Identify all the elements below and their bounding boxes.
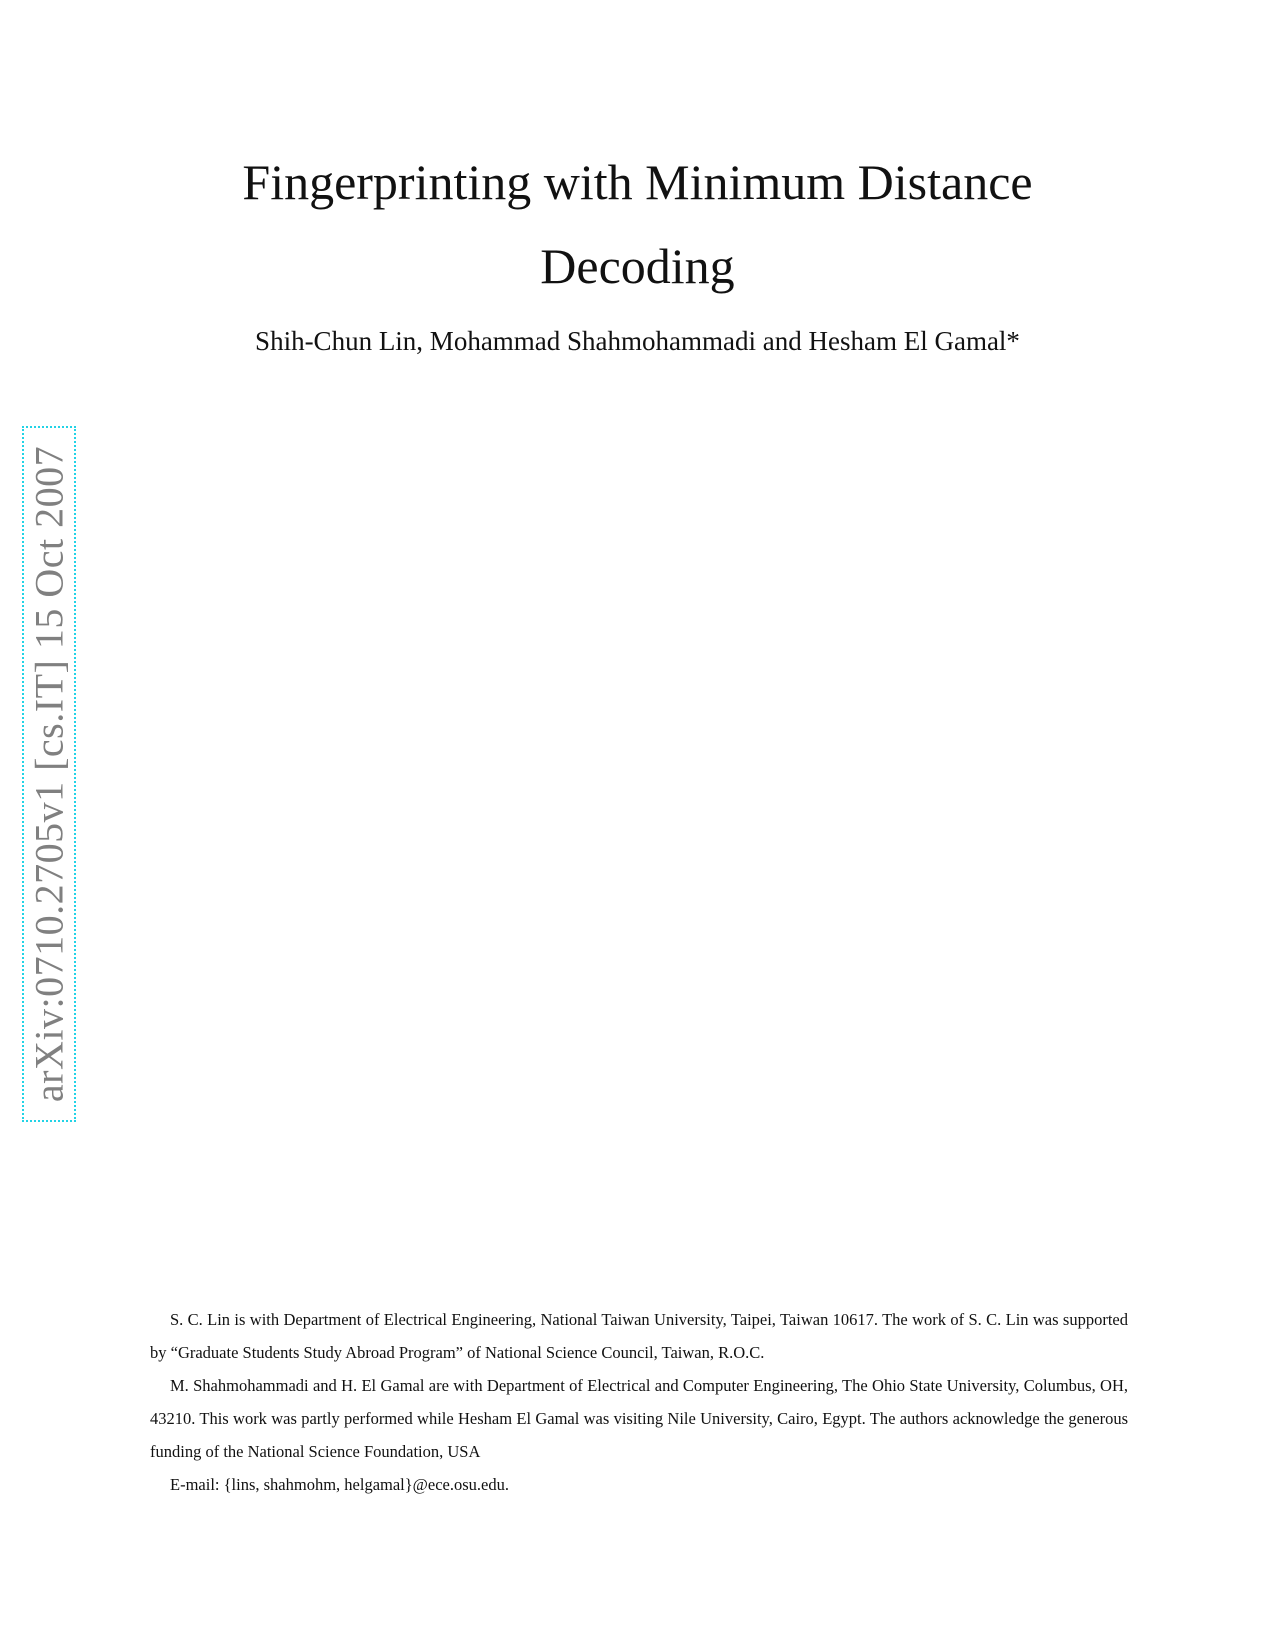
paper-authors: Shih-Chun Lin, Mohammad Shahmohammadi and Hesham El Gamal* (255, 326, 1020, 356)
paper-title (150, 140, 1125, 308)
paper-title-line-1: Fingerprinting with Minimum Distance (242, 154, 1033, 210)
footnote-email: E-mail: {lins, shahmohm, helgamal}@ece.osu.edu. (170, 1475, 509, 1494)
footnote-affiliation-lin: S. C. Lin is with Department of Electrical Engineering, National Taiwan University, Taipei, Taiwan 10617. The work of S. C. Lin was supported by “Graduate Students Study Abroad Program” of National Science Council, Taiwan, R.O.C. (150, 1310, 1128, 1362)
paper-title-line-2: Decoding (540, 238, 735, 294)
arxiv-stamp (22, 426, 76, 1122)
footnotes (150, 1303, 1128, 1501)
footnote-affiliation-osu: M. Shahmohammadi and H. El Gamal are with Department of Electrical and Computer Engineering, The Ohio State University, Columbus, OH, 43210. This work was partly performed while Hesham El Gamal was visiting Nile University, Cairo, Egypt. The authors acknowledge the generous funding of the National Science Foundation, USA (150, 1376, 1128, 1461)
arxiv-stamp-text: arXiv:0710.2705v1 [cs.IT] 15 Oct 2007 (26, 445, 72, 1103)
